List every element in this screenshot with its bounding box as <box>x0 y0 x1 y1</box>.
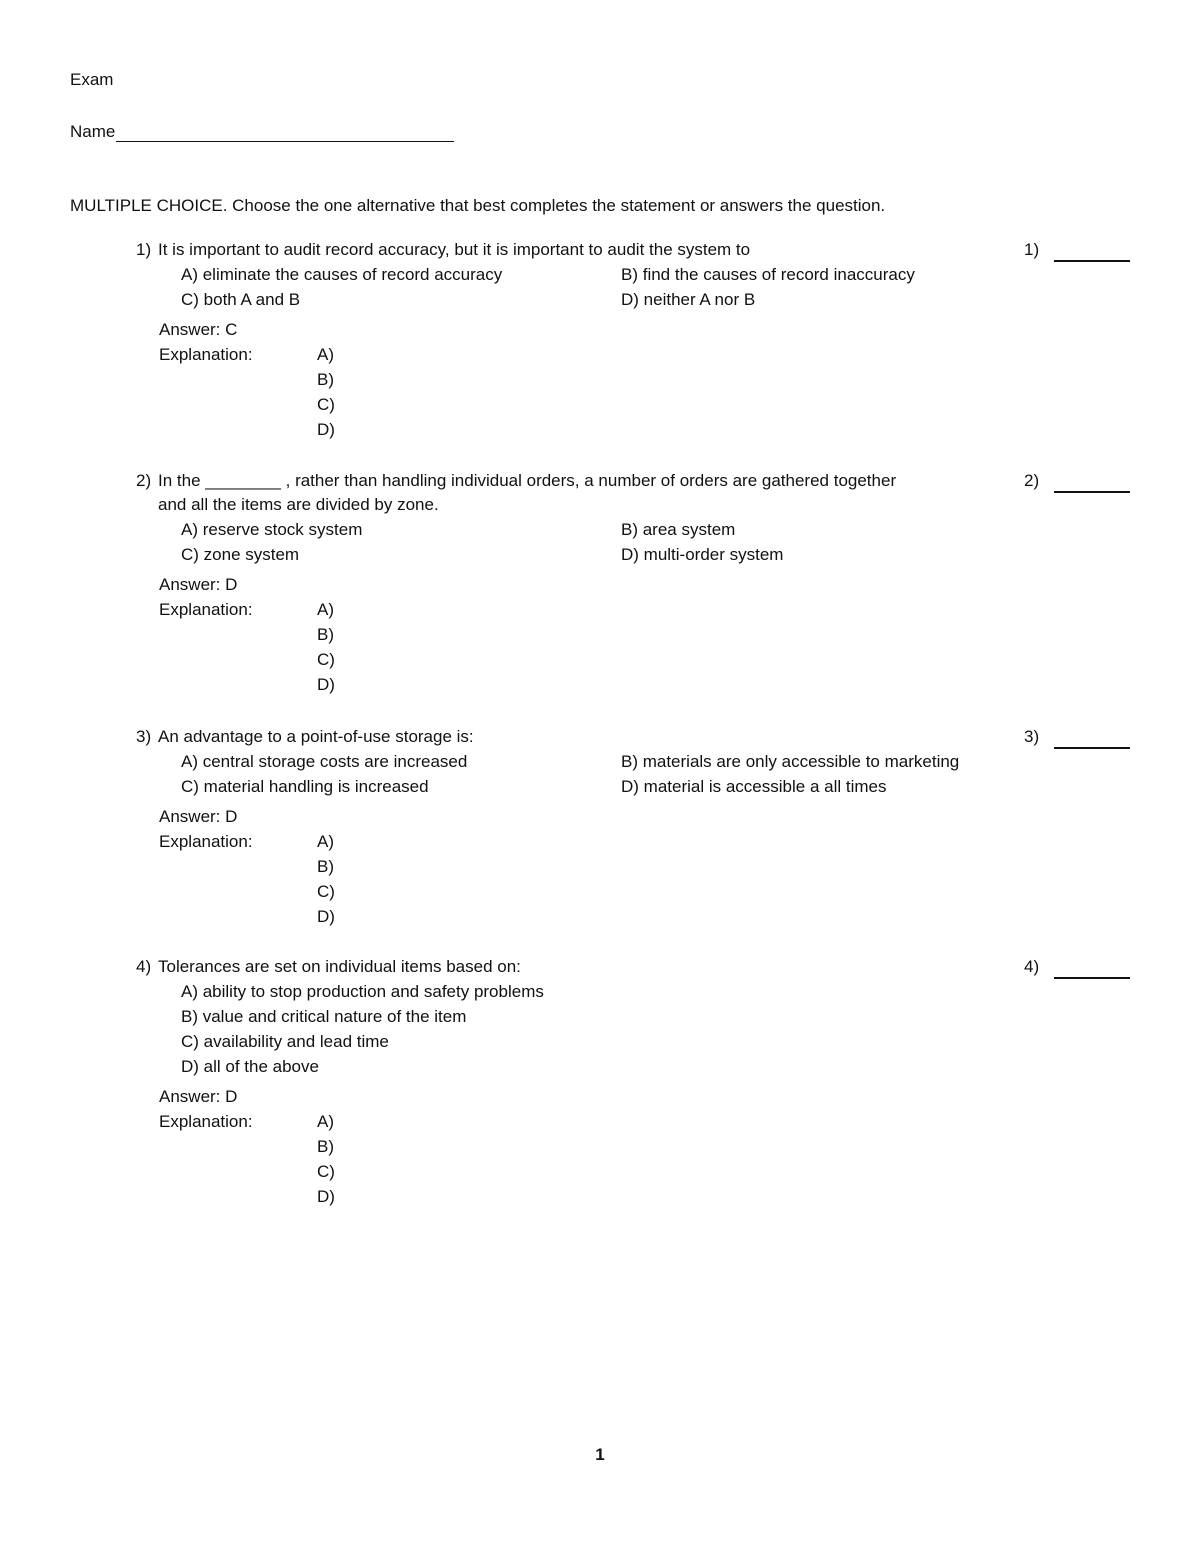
choice-c: C) availability and lead time <box>181 1032 389 1051</box>
name-row <box>70 121 454 142</box>
explanation <box>159 1109 1136 1206</box>
question-3 <box>136 725 1136 926</box>
answer-slot <box>1024 955 1130 979</box>
choice-a: A) central storage costs are increased <box>181 752 468 771</box>
answer-slot <box>1024 238 1130 262</box>
choice-b: B) materials are only accessible to marketing <box>621 752 960 771</box>
explanation-label: Explanation: <box>159 1112 253 1131</box>
answer-blank-line[interactable] <box>1054 473 1130 493</box>
answer-slot <box>1024 725 1130 749</box>
explanation-label: Explanation: <box>159 345 253 364</box>
answer-key: Answer: C <box>159 320 238 339</box>
explanation-letter-a: A) <box>317 600 334 619</box>
answer-key: Answer: D <box>159 1087 238 1106</box>
explanation-letter-b: B) <box>317 370 334 389</box>
explanation-letter-d: D) <box>317 675 335 694</box>
explanation-letter-b: B) <box>317 1137 334 1156</box>
answer-blank-line[interactable] <box>1054 959 1130 979</box>
choices <box>181 749 1136 799</box>
choices <box>181 979 1136 1079</box>
explanation-letter-d: D) <box>317 907 335 926</box>
choice-c: C) both A and B <box>181 290 301 309</box>
question-text: It is important to audit record accuracy, but it is important to audit the system to <box>158 240 751 259</box>
question-stem <box>136 725 1136 749</box>
explanation-letter-c: C) <box>317 395 335 414</box>
name-label: Name <box>70 122 116 141</box>
explanation-letters <box>317 342 335 442</box>
answer-key: Answer: D <box>159 575 238 594</box>
question-number: 3) <box>136 727 152 746</box>
choice-b: B) find the causes of record inaccuracy <box>621 265 915 284</box>
answer-slot-number: 3) <box>1024 727 1040 746</box>
explanation <box>159 597 1136 694</box>
question-number: 4) <box>136 957 152 976</box>
answer-slot-number: 1) <box>1024 240 1040 259</box>
exam-title: Exam <box>70 70 114 89</box>
question-number: 2) <box>136 471 152 490</box>
choice-a: A) reserve stock system <box>181 520 363 539</box>
choice-c: C) material handling is increased <box>181 777 429 796</box>
question-2 <box>136 469 1136 694</box>
instructions: MULTIPLE CHOICE. Choose the one alternative that best completes the statement or answers the question. <box>70 196 886 215</box>
page-number: 1 <box>595 1445 605 1464</box>
question-stem <box>136 238 1136 262</box>
question-stem <box>136 469 1136 493</box>
choice-d: D) material is accessible a all times <box>621 777 887 796</box>
question-number: 1) <box>136 240 152 259</box>
name-blank-line[interactable] <box>116 121 454 142</box>
question-1 <box>136 238 1136 439</box>
explanation-letters <box>317 1109 335 1209</box>
explanation-letters <box>317 597 335 697</box>
explanation-letter-a: A) <box>317 345 334 364</box>
explanation <box>159 829 1136 926</box>
explanation-label: Explanation: <box>159 600 253 619</box>
question-text: In the ________ , rather than handling individual orders, a number of orders are gathered together <box>158 471 897 490</box>
answer-blank-line[interactable] <box>1054 242 1130 262</box>
explanation-letter-d: D) <box>317 1187 335 1206</box>
choice-c: C) zone system <box>181 545 300 564</box>
explanation <box>159 342 1136 439</box>
explanation-letter-a: A) <box>317 832 334 851</box>
answer-slot-number: 4) <box>1024 957 1040 976</box>
choice-a: A) ability to stop production and safety problems <box>181 982 544 1001</box>
explanation-letter-a: A) <box>317 1112 334 1131</box>
answer-slot-number: 2) <box>1024 471 1040 490</box>
explanation-label: Explanation: <box>159 832 253 851</box>
question-text: An advantage to a point-of-use storage is: <box>158 727 474 746</box>
explanation-letter-b: B) <box>317 857 334 876</box>
choice-d: D) multi-order system <box>621 545 784 564</box>
answer-key: Answer: D <box>159 807 238 826</box>
choice-d: D) neither A nor B <box>621 290 756 309</box>
question-text: Tolerances are set on individual items based on: <box>158 957 521 976</box>
choice-a: A) eliminate the causes of record accuracy <box>181 265 503 284</box>
choice-b: B) area system <box>621 520 736 539</box>
explanation-letter-d: D) <box>317 420 335 439</box>
choices <box>181 517 1136 567</box>
choice-b: B) value and critical nature of the item <box>181 1007 467 1026</box>
question-stem <box>136 955 1136 979</box>
explanation-letter-b: B) <box>317 625 334 644</box>
question-text-continued: and all the items are divided by zone. <box>158 495 439 514</box>
explanation-letter-c: C) <box>317 650 335 669</box>
question-4 <box>136 955 1136 1206</box>
explanation-letters <box>317 829 335 929</box>
choices <box>181 262 1136 312</box>
explanation-letter-c: C) <box>317 882 335 901</box>
answer-slot <box>1024 469 1130 493</box>
choice-d: D) all of the above <box>181 1057 319 1076</box>
answer-blank-line[interactable] <box>1054 729 1130 749</box>
explanation-letter-c: C) <box>317 1162 335 1181</box>
